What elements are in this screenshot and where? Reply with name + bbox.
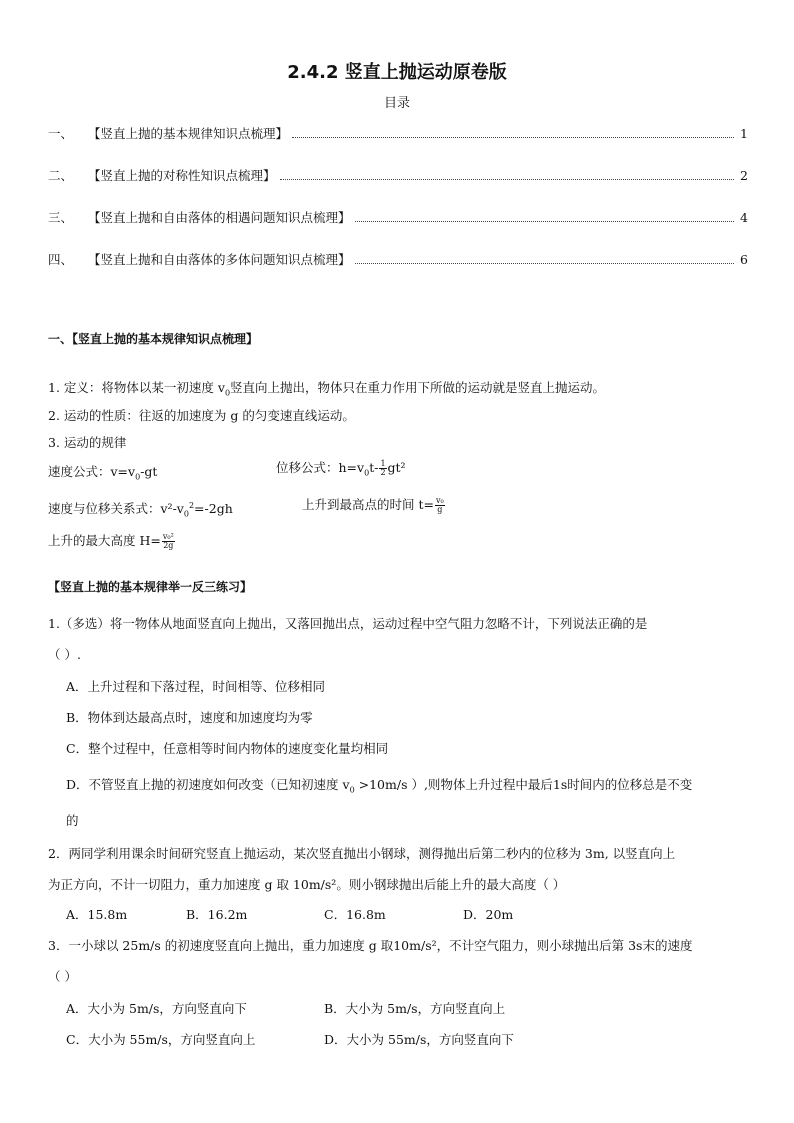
displacement-formula: 位移公式：$h=v_0t-$ $\frac{1}{2}$ gt² [276,459,406,478]
toc-item-text: 【竖直上抛的基本规律知识点梳理】 [88,126,289,141]
question-1-option-d[interactable]: D．不管竖直上抛的初速度如何改变（已知初速度 $v_0 >10m/s$ ）,则物体上升过程中最后1s时间内的位移总是不变 [66,777,693,795]
question-2-continuation: 为正方向，不计一切阻力，重力加速度 g 取 10m/s²。则小钢球抛出后能上升的最大高度（ ） [48,877,566,892]
toc-item[interactable] [48,208,748,226]
question-1-option-c[interactable]: C．整个过程中，任意相等时间内物体的速度变化量均相同 [66,741,389,756]
toc-leader-dots [355,262,734,264]
question-2: 2．两同学利用课余时间研究竖直上抛运动，某次竖直抛出小钢球，测得抛出后第二秒内的位移为 3m, 以竖直向上 [48,846,676,861]
velocity-displacement-relation: 速度与位移关系式：$v^2-v_0^2=-2gh$ [48,500,233,519]
question-3-option-c[interactable]: C．大小为 55m/s，方向竖直向上 [66,1032,256,1047]
question-3-option-a[interactable]: A．大小为 5m/s，方向竖直向下 [66,1001,247,1016]
toc-item[interactable] [48,166,748,184]
toc-leader-dots [355,220,734,222]
toc-item-page: 2 [740,168,748,183]
question-2-option-c[interactable]: C．16.8m [324,907,386,922]
question-1-option-b[interactable]: B．物体到达最高点时，速度和加速度均为零 [66,710,313,725]
question-1-option-a[interactable]: A．上升过程和下落过程，时间相等、位移相同 [66,679,326,694]
question-2-option-d[interactable]: D．20m [463,907,514,922]
toc-item-page: 6 [740,252,748,267]
toc-item-number: 四、 [48,252,74,267]
page-title: 2.4.2 竖直上抛运动原卷版 [287,62,507,83]
question-3-option-d[interactable]: D．大小为 55m/s，方向竖直向下 [324,1032,514,1047]
toc-item[interactable] [48,124,748,142]
toc-leader-dots [280,178,734,180]
question-1: 1.（多选）将一物体从地面竖直向上抛出，又落回抛出点，运动过程中空气阻力忽略不计，下列说法正确的是 [48,616,648,631]
question-3: 3．一小球以 25m/s 的初速度竖直向上抛出，重力加速度 g 取10m/s²，不计空气阻力，则小球抛出后第 3s末的速度 [48,938,693,953]
toc-item[interactable] [48,250,748,268]
practice-heading: 【竖直上抛的基本规律举一反三练习】 [48,580,253,594]
toc-item-text: 【竖直上抛和自由落体的相遇问题知识点梳理】 [88,210,351,225]
motion-nature-paragraph: 2. 运动的性质：往返的加速度为 g 的匀变速直线运动。 [48,408,355,423]
question-1-option-d-continuation: 的 [66,813,79,828]
fraction-one-half: $\frac{1}{2}$ [380,459,386,477]
time-to-top-formula: 上升到最高点的时间 t= $\frac{\text{v₀}}{g}$ [302,496,444,514]
toc-item-page: 1 [740,126,748,141]
fraction-v0-over-g: $\frac{\text{v₀}}{g}$ [435,496,444,514]
question-3-continuation: （ ） [48,969,77,984]
section-heading: 一、【竖直上抛的基本规律知识点梳理】 [48,332,259,346]
fraction-v0sq-over-2g: $\frac{\text{v₀²}}{2g}$ [162,532,174,550]
toc-heading: 目录 [383,96,410,111]
toc-item-number: 三、 [48,210,74,225]
motion-law-heading: 3. 运动的规律 [48,435,127,450]
question-1-continuation: （ ）. [48,647,81,662]
question-2-option-b[interactable]: B．16.2m [186,907,248,922]
toc-item-text: 【竖直上抛和自由落体的多体问题知识点梳理】 [88,252,351,267]
question-3-option-b[interactable]: B．大小为 5m/s，方向竖直向上 [324,1001,506,1016]
toc-item-number: 一、 [48,126,74,141]
velocity-formula: 速度公式：$v=v_0-gt$ [48,464,158,482]
question-2-option-a[interactable]: A．15.8m [66,907,128,922]
definition-paragraph: 1. 定义：将物体以某一初速度 $v_0$竖直向上抛出，物体只在重力作用下所做的运动就是竖直上抛运动。 [48,380,606,398]
toc-item-page: 4 [740,210,748,225]
max-height-formula: 上升的最大高度 H= $\frac{\text{v₀²}}{2g}$ [48,532,174,550]
toc-item-text: 【竖直上抛的对称性知识点梳理】 [88,168,276,183]
toc-leader-dots [292,136,734,138]
toc-item-number: 二、 [48,168,74,183]
